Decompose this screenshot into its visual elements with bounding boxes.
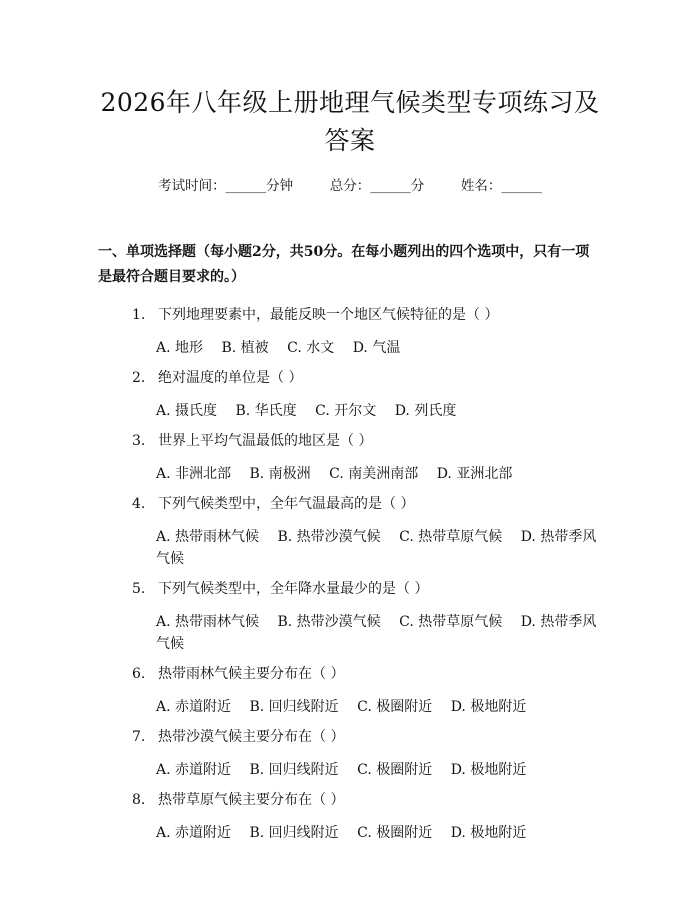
student-name-field: 姓名：______ bbox=[460, 178, 542, 194]
question-options bbox=[98, 822, 602, 844]
question-7 bbox=[98, 726, 602, 781]
question-text: 热带草原气候主要分布在（ ） bbox=[158, 792, 345, 808]
option-a: A. 赤道附近 bbox=[156, 825, 232, 841]
question-text: 下列气候类型中，全年气温最高的是（ ） bbox=[158, 496, 415, 512]
question-number: 8. bbox=[132, 792, 146, 808]
option-d: D. 极地附近 bbox=[450, 699, 527, 715]
question-3 bbox=[98, 430, 602, 485]
question-8 bbox=[98, 789, 602, 844]
page-title bbox=[98, 84, 602, 160]
option-b: B. 热带沙漠气候 bbox=[277, 614, 381, 630]
option-b: B. 回归线附近 bbox=[249, 825, 339, 841]
option-d: D. 极地附近 bbox=[450, 825, 527, 841]
question-options bbox=[98, 759, 602, 781]
total-score-field: 总分：______分 bbox=[329, 178, 425, 194]
question-6 bbox=[98, 663, 602, 718]
option-c: C. 热带草原气候 bbox=[399, 529, 503, 545]
option-b: B. 植被 bbox=[221, 340, 269, 356]
question-number: 4. bbox=[132, 496, 146, 512]
question-number: 1. bbox=[132, 307, 146, 323]
option-d: D. 热带季风气候 bbox=[156, 529, 597, 567]
question-text: 下列气候类型中，全年降水量最少的是（ ） bbox=[158, 581, 429, 597]
title-line-1: 2026年八年级上册地理气候类型专项练习及 bbox=[100, 88, 600, 117]
option-a: A. 赤道附近 bbox=[156, 699, 232, 715]
question-text: 下列地理要素中，最能反映一个地区气候特征的是（ ） bbox=[158, 307, 499, 323]
option-c: C. 南美洲南部 bbox=[329, 466, 419, 482]
option-d: D. 亚洲北部 bbox=[436, 466, 513, 482]
option-d: D. 列氏度 bbox=[394, 403, 457, 419]
question-number: 3. bbox=[132, 433, 146, 449]
option-b: B. 热带沙漠气候 bbox=[277, 529, 381, 545]
option-c: C. 热带草原气候 bbox=[399, 614, 503, 630]
option-d: D. 气温 bbox=[352, 340, 401, 356]
question-stem bbox=[98, 663, 602, 685]
question-number: 6. bbox=[132, 666, 146, 682]
question-options bbox=[98, 696, 602, 718]
question-options bbox=[98, 526, 602, 570]
title-line-2: 答案 bbox=[324, 126, 376, 155]
question-text: 世界上平均气温最低的地区是（ ） bbox=[158, 433, 373, 449]
option-a: A. 非洲北部 bbox=[156, 466, 232, 482]
option-c: C. 极圈附近 bbox=[357, 699, 433, 715]
question-stem bbox=[98, 430, 602, 452]
exam-meta bbox=[98, 174, 602, 194]
option-a: A. 热带雨林气候 bbox=[156, 614, 260, 630]
option-c: C. 极圈附近 bbox=[357, 762, 433, 778]
option-b: B. 回归线附近 bbox=[249, 699, 339, 715]
option-a: A. 赤道附近 bbox=[156, 762, 232, 778]
option-c: C. 开尔文 bbox=[315, 403, 377, 419]
question-text: 热带沙漠气候主要分布在（ ） bbox=[158, 729, 345, 745]
question-4 bbox=[98, 493, 602, 570]
section-heading: 一、单项选择题（每小题2分，共50分。在每小题列出的四个选项中，只有一项是最符合题目要求的。） bbox=[98, 244, 590, 285]
exam-time-field: 考试时间：______分钟 bbox=[158, 178, 294, 194]
option-d: D. 热带季风气候 bbox=[156, 614, 597, 652]
question-stem bbox=[98, 367, 602, 389]
question-options bbox=[98, 400, 602, 422]
option-c: C. 水文 bbox=[287, 340, 335, 356]
question-text: 热带雨林气候主要分布在（ ） bbox=[158, 666, 345, 682]
question-5 bbox=[98, 578, 602, 655]
option-b: B. 回归线附近 bbox=[249, 762, 339, 778]
question-number: 2. bbox=[132, 370, 146, 386]
option-c: C. 极圈附近 bbox=[357, 825, 433, 841]
option-b: B. 华氏度 bbox=[235, 403, 297, 419]
question-options bbox=[98, 463, 602, 485]
option-b: B. 南极洲 bbox=[249, 466, 311, 482]
question-1 bbox=[98, 304, 602, 359]
question-text: 绝对温度的单位是（ ） bbox=[158, 370, 303, 386]
question-stem bbox=[98, 726, 602, 748]
question-stem bbox=[98, 304, 602, 326]
question-stem bbox=[98, 578, 602, 600]
question-number: 7. bbox=[132, 729, 146, 745]
question-options bbox=[98, 611, 602, 655]
question-stem bbox=[98, 493, 602, 515]
question-number: 5. bbox=[132, 581, 146, 597]
option-a: A. 热带雨林气候 bbox=[156, 529, 260, 545]
question-stem bbox=[98, 789, 602, 811]
question-options bbox=[98, 337, 602, 359]
option-a: A. 地形 bbox=[156, 340, 204, 356]
option-d: D. 极地附近 bbox=[450, 762, 527, 778]
option-a: A. 摄氏度 bbox=[156, 403, 218, 419]
question-2 bbox=[98, 367, 602, 422]
